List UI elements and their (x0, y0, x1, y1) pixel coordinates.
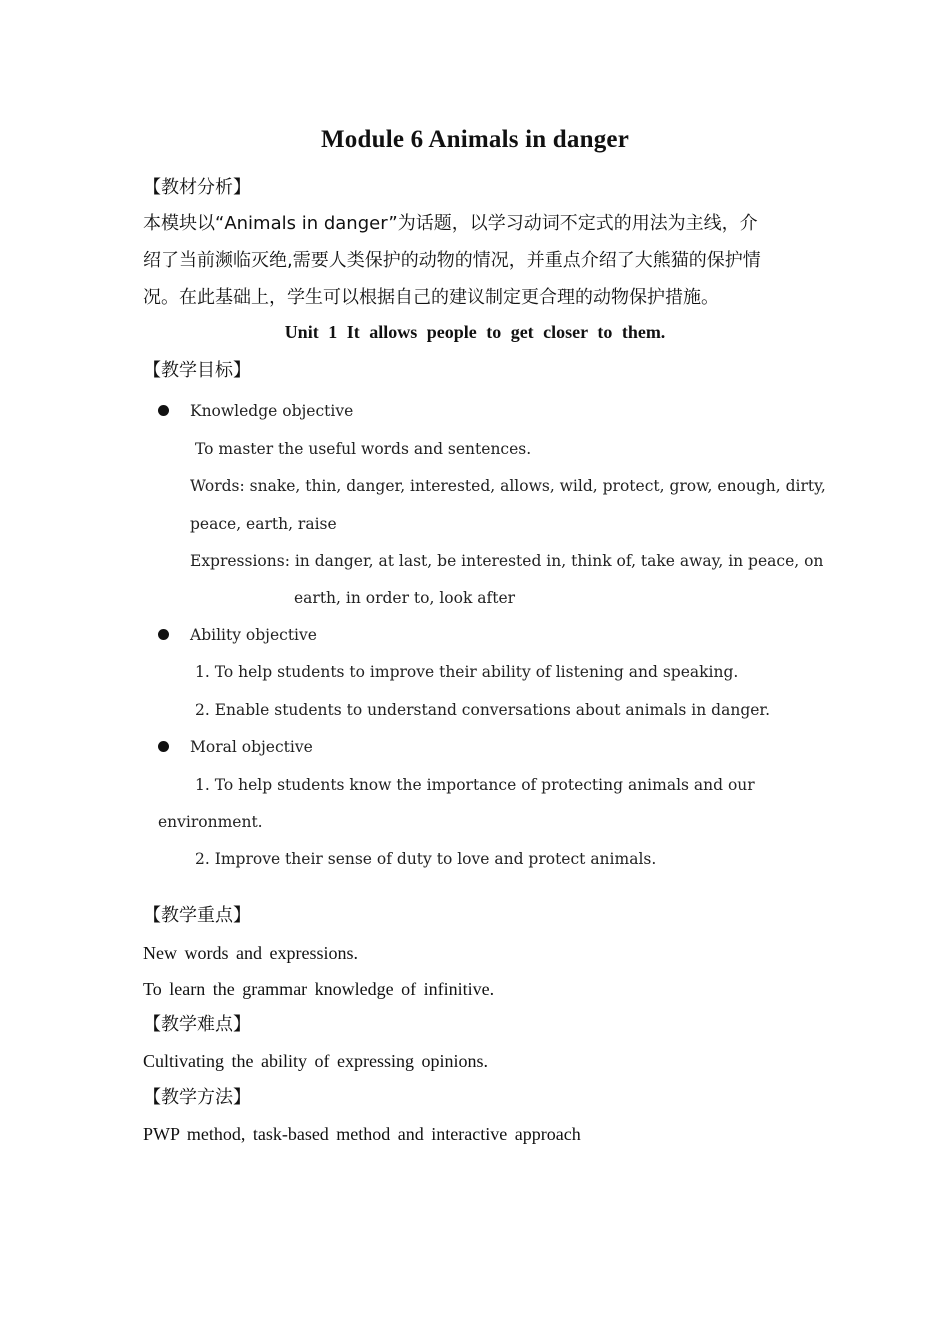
bullet-icon (158, 629, 169, 640)
moral-heading: Moral objective (190, 738, 313, 756)
method-heading: 【教学方法】 (143, 1087, 251, 1108)
difficult-heading: 【教学难点】 (143, 1014, 251, 1035)
analysis-line-2: 绍了当前濒临灭绝,需要人类保护的动物的情况，并重点介绍了大熊猫的保护情 (143, 250, 761, 271)
bullet-icon (158, 405, 169, 416)
key-line-2: To learn the grammar knowledge of infinitive. (143, 979, 495, 999)
difficult-line-1: Cultivating the ability of expressing opinions. (143, 1051, 488, 1071)
goals-heading: 【教学目标】 (143, 360, 251, 381)
analysis-heading: 【教材分析】 (143, 177, 251, 198)
analysis-line-1: 本模块以“Animals in danger”为话题，以学习动词不定式的用法为主线，介 (143, 213, 758, 234)
knowledge-words-2: peace, earth, raise (190, 515, 337, 533)
knowledge-heading: Knowledge objective (190, 402, 354, 420)
unit-title: Unit 1 It allows people to get closer to them. (284, 322, 666, 342)
method-line-1: PWP method, task-based method and interactive approach (143, 1124, 581, 1144)
knowledge-expr-1: Expressions: in danger, at last, be interested in, think of, take away, in peace, on (190, 552, 824, 570)
knowledge-expr-2: earth, in order to, look after (294, 589, 516, 607)
ability-item-2: 2. Enable students to understand conversations about animals in danger. (195, 701, 771, 719)
ability-item-1: 1. To help students to improve their ability of listening and speaking. (195, 663, 739, 681)
bullet-icon (158, 741, 169, 752)
knowledge-words-1: Words: snake, thin, danger, interested, allows, wild, protect, grow, enough, dirty, (190, 477, 826, 495)
moral-item-2: 2. Improve their sense of duty to love and protect animals. (195, 850, 657, 868)
ability-heading: Ability objective (190, 626, 317, 644)
page-title: Module 6 Animals in danger (320, 126, 630, 153)
moral-item-1b: environment. (158, 813, 263, 831)
key-line-1: New words and expressions. (143, 943, 358, 963)
moral-item-1a: 1. To help students know the importance of protecting animals and our (195, 776, 755, 794)
key-heading: 【教学重点】 (143, 905, 251, 926)
knowledge-intro: To master the useful words and sentences. (195, 440, 532, 458)
analysis-line-3: 况。在此基础上，学生可以根据自己的建议制定更合理的动物保护措施。 (143, 287, 719, 308)
